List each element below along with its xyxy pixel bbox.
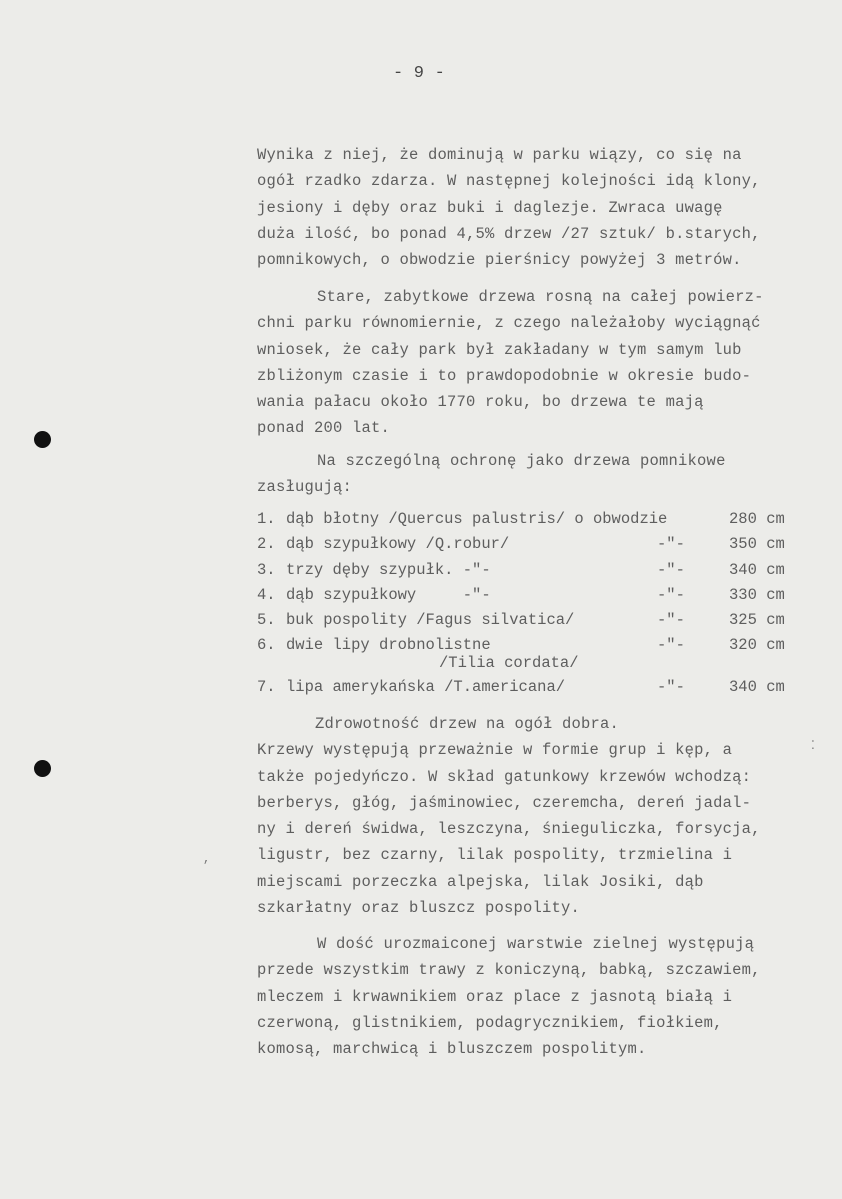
list-item [257,532,817,557]
item-number: 3. [257,560,276,579]
text-line: przede wszystkim trawy z koniczyną, babką, szczawiem, [257,961,761,980]
list-item [257,633,817,675]
paragraph-2 [257,284,817,442]
page-number: - 9 - [393,64,446,83]
item-circumference: 340 cm [729,678,785,697]
paragraph-3 [257,448,817,501]
punch-hole-mark [34,760,51,777]
item-number: 2. [257,535,276,554]
item-text: dąb błotny /Quercus palustris/ o obwodzie [286,510,668,528]
paragraph-1 [257,142,817,273]
stray-mark: ⁚ [811,739,815,753]
item-text: buk pospolity /Fagus silvatica/ [286,611,575,630]
item-text: lipa amerykańska /T.americana/ [286,678,566,697]
paragraph-5 [257,931,817,1062]
item-text: trzy dęby szypułk. -"- [286,560,491,579]
item-number: 6. [257,636,276,655]
list-item [257,558,817,583]
text-line: miejscami porzeczka alpejska, lilak Josiki, dąb [257,872,704,891]
item-circumference: 320 cm [729,636,785,655]
text-line: ogół rzadko zdarza. W następnej kolejności idą klony, [257,172,761,191]
item-number: 7. [257,678,276,697]
text-line: W dość urozmaiconej warstwie zielnej występują [317,935,755,953]
text-line: chni parku równomiernie, z czego należałoby wyciągnąć [257,314,761,333]
item-text: dąb szypułkowy /Q.robur/ [286,535,510,554]
item-circumference: 350 cm [729,535,785,554]
item-ditto: -"- [657,636,685,655]
list-item [257,608,817,633]
text-line: zasługują: [257,478,353,497]
list-item [257,583,817,608]
item-ditto: -"- [657,535,685,554]
text-line: komosą, marchwicą i bluszczem pospolitym. [257,1040,647,1059]
item-ditto: -"- [657,585,685,604]
item-number: 5. [257,611,276,630]
item-circumference: 330 cm [729,585,785,604]
item-text: dąb szypułkowy -"- [286,585,491,604]
text-line: ponad 200 lat. [257,419,391,438]
text-line: berberys, głóg, jaśminowiec, czeremcha, dereń jadal- [257,793,752,812]
item-ditto: -"- [657,560,685,579]
item-circumference: 325 cm [729,611,785,630]
punch-hole-mark [34,431,51,448]
text-line: także pojedyńczo. W skład gatunkowy krzewów wchodzą: [257,767,752,786]
text-line: Krzewy występują przeważnie w formie grup i kęp, a [257,741,733,760]
list-item [257,507,817,532]
item-circumference: 280 cm [729,510,785,528]
text-line: czerwoną, glistnikiem, podagrycznikiem, fiołkiem, [257,1013,723,1032]
text-line: ligustr, bez czarny, lilak pospolity, trzmielina i [257,846,733,865]
item-text: dwie lipy drobnolistne [286,636,491,655]
text-line: ny i dereń świdwa, leszczyna, śnieguliczka, forsycja, [257,820,761,839]
paragraph-4 [257,711,817,921]
text-line: Stare, zabytkowe drzewa rosną na całej powierz- [317,288,764,306]
text-line: wniosek, że cały park był zakładany w tym samym lub [257,340,742,359]
text-line: Na szczególną ochronę jako drzewa pomnikowe [317,452,726,470]
list-item [257,675,817,700]
text-line: szkarłatny oraz bluszcz pospolity. [257,899,581,918]
text-line: mleczem i krwawnikiem oraz place z jasnotą białą i [257,987,733,1006]
text-line: duża ilość, bo ponad 4,5% drzew /27 sztuk/ b.starych, [257,224,761,243]
item-latin-name: /Tilia cordata/ [439,654,579,673]
monument-trees-list [257,507,817,701]
item-circumference: 340 cm [729,560,785,579]
text-line: Wynika z niej, że dominują w parku wiązy, co się na [257,146,742,164]
stray-mark: , [203,852,211,866]
item-ditto: -"- [657,678,685,697]
text-line: jesiony i dęby oraz buki i daglezje. Zwraca uwagę [257,198,723,217]
text-line: Zdrowotność drzew na ogół dobra. [315,715,620,733]
item-number: 1. [257,510,276,528]
item-number: 4. [257,585,276,604]
text-line: pomnikowych, o obwodzie pierśnicy powyżej 3 metrów. [257,251,742,270]
text-line: wania pałacu około 1770 roku, bo drzewa te mają [257,393,704,412]
text-line: zbliżonym czasie i to prawdopodobnie w okresie budo- [257,366,752,385]
item-ditto: -"- [657,611,685,630]
